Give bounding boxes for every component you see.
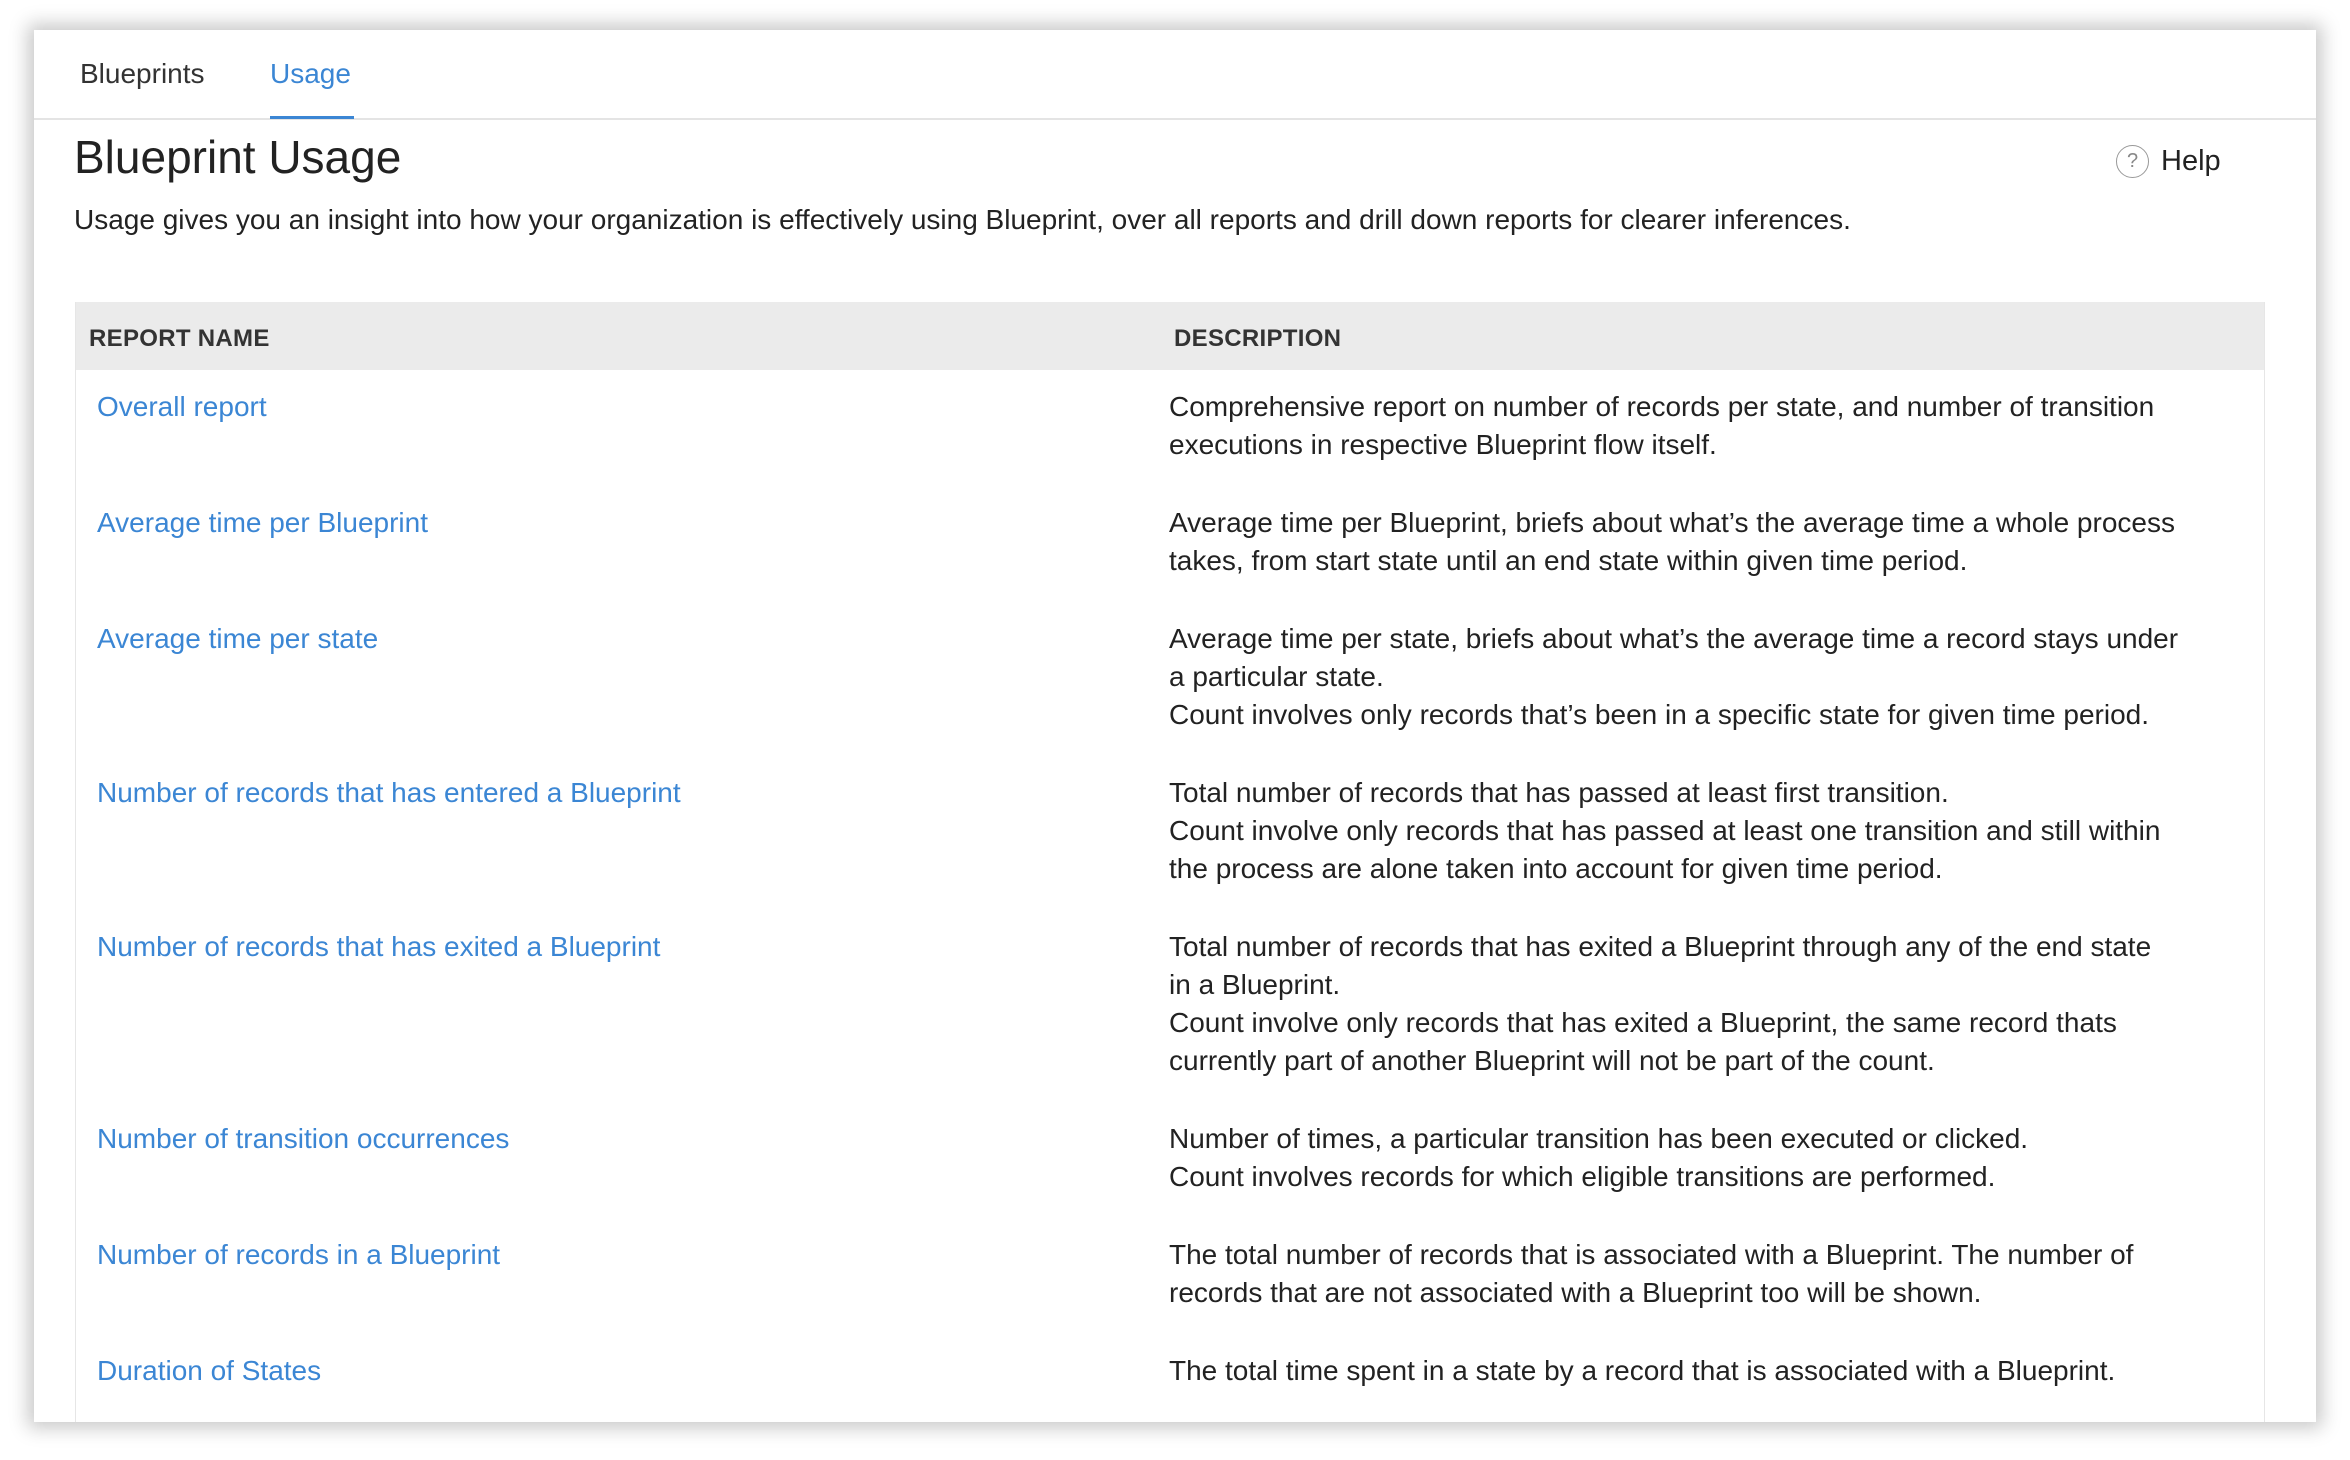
description-line: in a Blueprint. xyxy=(1169,969,1341,1000)
report-description xyxy=(1169,1120,2249,1196)
description-line: Count involves only records that’s been in a specific state for given time period. xyxy=(1169,699,2149,730)
table-header xyxy=(76,302,2264,370)
description-line: a particular state. xyxy=(1169,661,1384,692)
description-line: records that are not associated with a Blueprint too will be shown. xyxy=(1169,1277,1982,1308)
report-description xyxy=(1169,774,2249,888)
column-header-description: DESCRIPTION xyxy=(1174,325,1342,352)
question-circle-icon: ? xyxy=(2116,145,2149,178)
page-description: Usage gives you an insight into how your organization is effectively using Blueprint, over all reports and drill down reports for clearer inferences. xyxy=(74,204,1851,235)
description-line: Total number of records that has passed at least first transition. xyxy=(1169,777,1949,808)
description-line: Number of times, a particular transition has been executed or clicked. xyxy=(1169,1123,2029,1154)
report-link[interactable]: Average time per Blueprint xyxy=(97,507,428,538)
report-description xyxy=(1169,620,2249,734)
report-description xyxy=(1169,928,2249,1080)
help-button[interactable] xyxy=(2116,145,2221,178)
help-label: Help xyxy=(2161,145,2221,177)
description-line: Average time per Blueprint, briefs about what’s the average time a whole process xyxy=(1169,507,2175,538)
app-window xyxy=(34,30,2316,1422)
description-line: Count involves records for which eligible transitions are performed. xyxy=(1169,1161,1996,1192)
tab-bar xyxy=(34,30,2316,120)
report-link[interactable]: Number of records that has exited a Blueprint xyxy=(97,931,661,962)
reports-table xyxy=(75,302,2265,1422)
report-link[interactable]: Number of transition occurrences xyxy=(97,1123,510,1154)
description-line: The total time spent in a state by a record that is associated with a Blueprint. xyxy=(1169,1355,2116,1386)
report-link[interactable]: Overall report xyxy=(97,391,267,422)
report-description xyxy=(1169,1236,2249,1312)
column-header-report-name: REPORT NAME xyxy=(89,325,270,352)
description-line: Total number of records that has exited a Blueprint through any of the end state xyxy=(1169,931,2152,962)
report-description xyxy=(1169,388,2249,464)
report-link[interactable]: Number of records that has entered a Blueprint xyxy=(97,777,681,808)
description-line: takes, from start state until an end state within given time period. xyxy=(1169,545,1968,576)
description-line: executions in respective Blueprint flow itself. xyxy=(1169,429,1717,460)
report-link[interactable]: Average time per state xyxy=(97,623,379,654)
description-line: Average time per state, briefs about what’s the average time a record stays under xyxy=(1169,623,2179,654)
description-line: The total number of records that is associated with a Blueprint. The number of xyxy=(1169,1239,2134,1270)
active-tab-indicator xyxy=(270,116,354,119)
description-line: currently part of another Blueprint will not be part of the count. xyxy=(1169,1045,1935,1076)
tab-blueprints[interactable]: Blueprints xyxy=(80,58,205,89)
description-line: the process are alone taken into account for given time period. xyxy=(1169,853,1943,884)
report-description xyxy=(1169,504,2249,580)
tab-usage[interactable]: Usage xyxy=(270,58,351,89)
report-link[interactable]: Number of records in a Blueprint xyxy=(97,1239,501,1270)
description-line: Count involve only records that has exited a Blueprint, the same record thats xyxy=(1169,1007,2117,1038)
description-line: Comprehensive report on number of records per state, and number of transition xyxy=(1169,391,2155,422)
page-title: Blueprint Usage xyxy=(74,131,402,183)
report-link[interactable]: Duration of States xyxy=(97,1355,322,1386)
description-line: Count involve only records that has passed at least one transition and still within xyxy=(1169,815,2161,846)
report-description xyxy=(1169,1352,2249,1390)
